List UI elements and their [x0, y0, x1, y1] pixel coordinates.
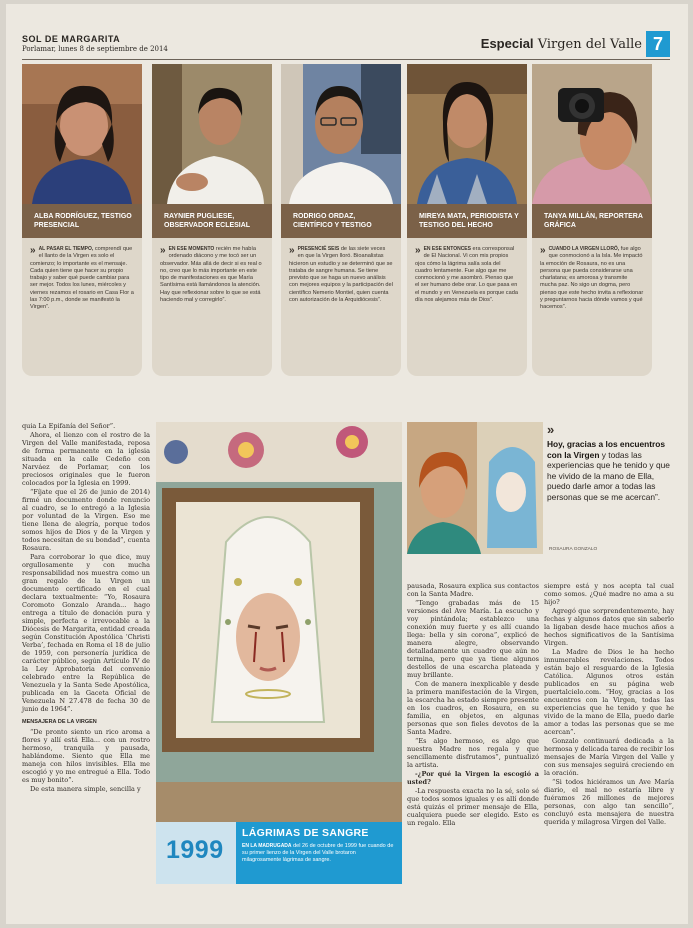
- timeline-title: LÁGRIMAS DE SANGRE: [242, 827, 369, 839]
- portrait-photo: [152, 64, 272, 204]
- card-quote: [540, 246, 644, 312]
- paragraph: pausada, Rosaura explica sus contactos con la Santa Madre.: [407, 582, 539, 598]
- paragraph: “De pronto siento un rico aroma a flores y allí está Ella... con un rostro hermoso, tranquila y pausada, hablándome. Siento que Ella me maneja con hilos invisibles. Ella me escogió y yo me entregué a Ella. Todo es muy bonito”.: [22, 728, 150, 784]
- paragraph: -La respuesta exacta no la sé, solo sé que todos somos iguales y es allí donde está quizás el primer mensaje de Ella, cualquiera puede ser elegido. Esto es un regalo. Ella: [407, 787, 539, 827]
- paragraph: Para corroborar lo que dice, muy orgullosamente y con mucha responsabilidad nos muestra como un gran regalo de la Virgen un documento certificado en el cual declara textualmente: “Yo, Rosaura Coromoto Gonzalo Aranda... hago entrega a título de donación pura y simple, perfecta e irrevocable a la Diócesis de Margarita, entidad creada según Constitución Apostólica ‘Christi Verba’, fechada en Roma el 18 de julio de 1959, con personería jurídica de carácter público, según Artículo IV de la Ley Aprobatoria del convenio celebrado entre la República de Venezuela y la Santa Sede Apostólica, publicada en la Gaceta Oficial de Venezuela N 27.478 de fecha 30 de junio de 1964”.: [22, 553, 150, 713]
- double-chevron-icon: »: [160, 245, 166, 256]
- header-rule: [22, 59, 670, 60]
- paragraph: Agregó que sorprendentemente, hay fechas y algunos datos que sin saberlo la ligaban desde hace muchos años a hechos significativos de la Santísima Virgen.: [544, 607, 674, 647]
- article-column-1: [22, 422, 150, 794]
- card-text: de las siete veces en que la Virgen lloró. Bioanalistas hicieron un estudio y se determinó que se trataba de sangre humana. Se tiene previsto que se haga un nuevo análisis con mejores equipos y la participación del científico Nemerio Montiel, quien cuenta con autorización de la Arquidiócesis”.: [289, 246, 393, 304]
- rosaura-photo: [407, 422, 543, 554]
- photo-credit: ROSAURA GONZALO: [549, 547, 598, 552]
- year-label: 1999: [166, 836, 224, 864]
- pull-quote-rest: y todas las experiencias que he tenido y que he vivido de la mano de Ella, puedo darle amor a todas las personas que se me acercan”.: [547, 449, 670, 502]
- question: -¿Por qué la Virgen la escogió a usted?: [407, 770, 539, 786]
- timeline-text: del 26 de octubre de 1999 fue cuando de su primer lienzo de la Virgen del Valle brotaron milagrosamente lágrimas de sangre.: [242, 843, 394, 863]
- portrait-photo: [281, 64, 401, 204]
- card-lead: PRESENCIÉ SEIS: [297, 246, 340, 252]
- card-name: TANYA MILLÁN, REPORTERA GRÁFICA: [532, 204, 652, 238]
- card-text: comprendí que el llanto de la Virgen es solo el comienzo; lo importante es el mensaje. Cada quien tiene que hacer su propio trabajo y saber qué puede cambiar para ser mejor. Todos los lunes, miércoles y viernes rezamos el rosario en Casa Flor a las 7:00 p.m., donde se manifestó la Virgen”.: [30, 246, 134, 311]
- timeline-box: [156, 822, 402, 884]
- card-lead: EN ESE ENTONCES: [423, 246, 471, 252]
- paragraph: “Tengo grabadas más de 15 versiones del Ave María. La escucho y voy pintándola; establezco una conexión muy fuerte y es allí cuando llega: bella y sin corona”, explicó de manera alegre, observando detalladamente un cuadro que aún no termina, pero que ya tiene algunos destellos de una escarcha plateada y muy brillante.: [407, 599, 539, 679]
- portrait-photo: [532, 64, 652, 204]
- portrait-photo: [407, 64, 527, 204]
- card-lead: CUANDO LA VIRGEN LLORÓ,: [548, 246, 620, 252]
- timeline-lead: EN LA MADRUGADA: [242, 843, 292, 849]
- paper-name: SOL DE MARGARITA: [22, 34, 121, 44]
- paragraph: Ahora, el lienzo con el rostro de la Virgen del Valle manifestada, reposa de forma permanente en la iglesia situada en la calle Cedeño con Narváez de Porlamar, con los preciosos originales que le fueron colocados por la Iglesia en 1999.: [22, 431, 150, 487]
- card-name: ALBA RODRÍGUEZ, TESTIGO PRESENCIAL: [22, 204, 142, 238]
- paragraph: La Madre de Dios le ha hecho innumerables revelaciones. Todos están bajo el resguardo de la Iglesia Católica. Algunos otros están publicados en su página web puertalcielo.com. “Hoy, gracias a los encuentros con la Virgen, todas las experiencias que he tenido y que he vivido de la mano de Ella, puedo darle amor a todas las personas que se me acercan”.: [544, 648, 674, 736]
- paragraph: quia La Epifanía del Señor”.: [22, 422, 116, 430]
- testimony-card: [532, 64, 652, 376]
- section-title: [481, 36, 642, 52]
- card-quote: [160, 246, 264, 304]
- testimony-card: [407, 64, 527, 376]
- pull-quote-bold: Hoy, gracias a los encuentros con la Virgen: [547, 439, 666, 460]
- article-column-3: [407, 582, 539, 828]
- card-quote: [289, 246, 393, 304]
- double-chevron-icon: »: [30, 245, 36, 256]
- card-text: recién me había ordenado diácono y me tocó ser un observador. Más allá de decir si es real o no, creo que lo más importante en este tipo de manifestaciones es que María Santísima está llamándonos la atención. Hay que reflexionar sobre lo que se está haciendo mal y corregirlo”.: [160, 246, 262, 304]
- card-text: era corresponsal de El Nacional. Vi con mis propios ojos cómo la lágrima salía sola del cuadro lentamente. Fue algo que me conmocionó y me asombró. Pienso que el ser humano debe orar. Lo que pasa en el mundo y en Venezuela es porque cada día nos alejamos más de Dios”.: [415, 246, 518, 304]
- page-number: 7: [646, 31, 670, 57]
- paragraph: “Fíjate que el 26 de junio de 2014) firmé un documento donde renuncio al cuadro, se lo entregó a la Iglesia por voluntad de la Virgen. Eso me tiene llena de alegría, porque todos somos hijos de Dios y de la Virgen y todos necesitan de su bondad”, cuenta Rosaura.: [22, 488, 150, 552]
- card-name: RAYNIER PUGLIESE, OBSERVADOR ECLESIAL: [152, 204, 272, 238]
- section-rest: Virgen del Valle: [537, 37, 642, 52]
- paragraph: De esta manera simple, sencilla y: [30, 785, 141, 793]
- testimony-card: [281, 64, 401, 376]
- double-chevron-icon: »: [415, 245, 421, 256]
- card-text: fue algo que conmocionó a la Isla. Me impactó la emoción de Rosaura, no es una persona que pueda considerarse una charlatana; es amorosa y transmite mucha paz. No sigo un dogma, pero pienso que este hecho invita a reflexionar y preguntarnos hacia dónde vamos y qué hacemos”.: [540, 246, 644, 311]
- card-name: RODRIGO ORDAZ, CIENTÍFICO Y TESTIGO: [281, 204, 401, 238]
- timeline-detail: [236, 822, 402, 884]
- masthead: [22, 34, 168, 53]
- pull-quote: [547, 422, 675, 502]
- double-chevron-icon: »: [547, 422, 555, 437]
- newspaper-page: [6, 4, 688, 924]
- card-lead: AL PASAR EL TIEMPO,: [38, 246, 94, 252]
- double-chevron-icon: »: [540, 245, 546, 256]
- section-bold: Especial: [480, 36, 534, 51]
- paragraph: Gonzalo continuará dedicada a la hermosa y delicada tarea de recibir los mensajes de María Virgen del Valle y con sus mensajes seguirá creciendo en la oración.: [544, 737, 674, 777]
- testimony-card: [152, 64, 272, 376]
- card-name: MIREYA MATA, PERIODISTA Y TESTIGO DEL HECHO: [407, 204, 527, 238]
- testimony-card: [22, 64, 142, 376]
- card-quote: [415, 246, 519, 304]
- subheading: MENSAJERA DE LA VIRGEN: [22, 719, 97, 725]
- paragraph: siempre está y nos acepta tal cual como somos. ¿Qué madre no ama a su hijo?: [544, 582, 674, 606]
- article-column-4: [544, 582, 674, 827]
- card-lead: EN ESE MOMENTO: [168, 246, 215, 252]
- double-chevron-icon: »: [289, 245, 295, 256]
- card-quote: [30, 246, 134, 312]
- virgin-painting-photo: [156, 422, 402, 822]
- paragraph: Con de manera inexplicable y desde la primera manifestación de la Virgen, la escarcha ha estado siempre presente en los cuadros, en Rosaura, en su familia, en objetos, en algunas personas que son fieles devotos de la Santa Madre.: [407, 680, 539, 736]
- paragraph: “Es algo hermoso, es algo que nuestra Madre nos regala y que sencillamente disfrutamos”, puntualizó la artista.: [407, 737, 539, 769]
- portrait-photo: [22, 64, 142, 204]
- date-line: Porlamar, lunes 8 de septiembre de 2014: [22, 45, 168, 53]
- paragraph: “Si todos hiciéramos un Ave María diario, el mal no estaría libre y fuéramos 26 millones de mejores personas, con algo tan sencillo”, concluyó esta mensajera de nuestra querida y milagrosa Virgen del Valle.: [544, 778, 674, 826]
